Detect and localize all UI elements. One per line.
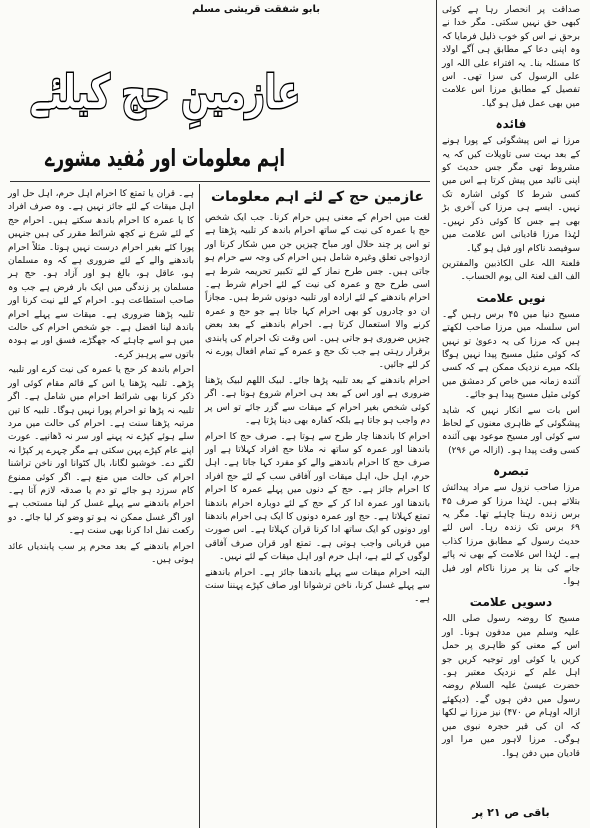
left-paragraph: احرام باندھ کر حج یا عمرہ کی نیت کرے اور تلبیہ پڑھے۔ تلبیہ پڑھنا یا اس کے قائم مقام کوئی اور ذکر کرنا بھی شرائط احرام میں شامل ہے۔ اگر تلبیہ نہ پڑھا تو احرام پورا نہیں ہوگا۔ تلبیہ کا تین مرتبہ پڑھنا سنت ہے۔ احرام کی حالت میں مرد سلے ہوئے کپڑے نہ پہنے اور سر نہ ڈھانپے۔ عورت اپنے عام کپڑے پہن سکتی ہے مگر چہرے پر کپڑا نہ لگنے دے۔ خوشبو لگانا، بال کٹوانا اور ناخن تراشنا احرام کی حالت میں منع ہے۔ اگر کوئی ممنوع کام سرزد ہو جائے تو دم یا صدقہ لازم آتا ہے۔ احرام باندھنے سے پہلے غسل کر لینا مستحب ہے اور اگر غسل ممکن نہ ہو تو وضو کر لیا جائے۔ دو رکعت نفل ادا کرنا بھی سنت ہے۔	[8, 365, 194, 537]
column-divider	[436, 0, 437, 828]
section-heading: فائدہ	[495, 117, 527, 132]
right-paragraph: فلعنۃ اللہ علی الکاذبین والمفترین الف الف لعنۃ الی یوم الحساب۔	[442, 258, 580, 283]
center-paragraph: احرام باندھنے کے بعد تلبیہ پڑھا جائے۔ لبیک اللھم لبیک پڑھنا ضروری ہے اور اس کے بعد ہی احرام شروع ہوتا ہے۔ اگر کوئی شخص بغیر احرام کے میقات سے گزر جائے تو اس پر دم واجب ہو جاتا ہے بلکہ کفارہ بھی دینا پڑتا ہے۔	[205, 375, 430, 427]
right-paragraph: مرزا صاحب نزول سے مراد پیدائش بتلاتے ہیں۔ لہٰذا مرزا کو صرف ۴۵ برس زندہ رہنا چاہئے تھا۔ مگر یہ ۶۹ برس تک زندہ رہا۔ اس لئے حدیث رسول کے مطابق مرزا کذاب ہے۔ لہٰذا اس علامت کے بھی نہ پائے جانے کی بنا پر مرزا ناکام اور فیل ہوا۔	[442, 483, 580, 588]
headline-art	[10, 56, 403, 122]
right-paragraph: مسیح کا روضہ رسول صلی اللہ علیہ وسلم میں مدفون ہونا۔ اور اس کے معنی کو ظاہری پر حمل کریں یا کوئی اور توجیہ کریں جو اہل علم کے نزدیک معتبر ہو۔ حضرت عیسیٰ علیہ السلام روضہ رسول میں دفن ہوں گے۔ (دیکھئے ازالہ اوہام ص ۴۷۰) نیز مرزا نے لکھا کہ ان کی قبر حجرہ نبوی میں ہوگی۔ مرزا لاہور میں مرا اور قادیان میں دفن ہوا۔	[442, 614, 581, 759]
left-paragraph: احرام باندھنے کے بعد محرم پر سب پابندیاں عائد ہوتی ہیں۔	[8, 541, 194, 565]
right-column	[442, 4, 580, 804]
subheadline-art	[10, 140, 320, 174]
right-paragraph: صداقت پر انحصار رہا ہے کوئی کبھی حق نہیں سکتی۔ مگر خدا نے برحق نے اس کو خوب ذلیل فرمایا کہ وہ اپنی دعا کے مطابق ہی آگے اولاد کا مسئلہ بنا۔ یہ افتراء علی اللہ اور علی الرسول کی سزا تھی۔ اس تفصیل کے مطابق مرزا اس علامت میں بھی عمل فیل ہو گیا۔	[442, 5, 580, 109]
section-heading: دسویں علامت	[469, 595, 553, 610]
section-heading: نویں علامت	[476, 290, 546, 305]
headline	[10, 56, 403, 122]
right-paragraph: اس بات سے انکار نہیں کہ شاید پیشگوئی کے ظاہری معنوں کے لحاظ سے کوئی اور مسیح موعود بھی آئندہ کسی وقت پیدا ہو۔ (ازالہ ص ۲۹۶)	[442, 405, 580, 456]
section-heading: تبصرہ	[493, 464, 529, 479]
right-paragraph: مرزا نے اس پیشگوئی کے پورا ہونے کے بعد بہت سی تاویلات کیں کہ یہ مشروط تھی مگر جس حدیث کو اپنی تائید میں پیش کرتا ہے اس میں کسی شرط کا کوئی اشارہ تک نہیں۔ ایسے ہی مرزا کی آخری بڑ بھی ہے جس کا کوئی ذکر نہیں۔ لہٰذا مرزا قادیانی اس علامت میں سوفیصد ناکام اور فیل ہو گیا۔	[442, 136, 580, 254]
left-paragraph: ہے۔ قران یا تمتع کا احرام اہل حرم، اہل حل اور اہل میقات کے لئے جائز نہیں ہے۔ وہ صرف افراد کا یا عمرہ کا احرام باندھ سکتے ہیں۔ احرام حج کے لئے شرع نے کچھ شرائط مقرر کی ہیں جنہیں پورا کئے بغیر احرام درست نہیں ہوتا۔ مثلاً احرام باندھنے والے کے لئے ضروری ہے کہ وہ مسلمان ہو، عاقل ہو، بالغ ہو اور آزاد ہو۔ حج ہر مسلمان پر زندگی میں ایک بار فرض ہے جب وہ صاحب استطاعت ہو۔ احرام کے لئے نیت کرنا اور تلبیہ پڑھنا ضروری ہے۔ میقات سے پہلے احرام باندھ لینا افضل ہے۔ جو شخص احرام کی حالت میں ہو اسے چاہئے کہ جھگڑے، فسق اور بے ہودہ باتوں سے پرہیز کرے۔	[8, 189, 194, 360]
right-paragraph: مسیح دنیا میں ۴۵ برس رہیں گے۔ اس سلسلہ میں مرزا صاحب لکھتے ہیں کہ مرزا کی یہ دعویٰ تو نہیں کہ کوئی مثیل مسیح پیدا نہیں ہوگا بلکہ میرے نزدیک ممکن ہے کہ کسی آئندہ زمانہ میں خاص کر دمشق میں کوئی مثیل مسیح پیدا ہو جائے۔	[442, 309, 580, 401]
left-column	[8, 188, 194, 824]
subheadline	[10, 140, 320, 174]
headline-text: عازمینِ حج کیلئے	[30, 65, 403, 119]
article-title: عازمین حج کے لئے اہم معلومات	[211, 189, 424, 205]
center-paragraph: احرام کا باندھنا چار طرح سے ہوتا ہے۔ صرف حج کا احرام باندھنا اور عمرہ کو ساتھ نہ ملانا حج افراد کہلاتا ہے اور صرف حج کا احرام باندھنے والے کو مفرد کہا جاتا ہے۔ اہل حرم، اہل حل، اہل میقات اور آفاقی سب کے لئے حج افراد کا احرام جائز ہے۔ حج کے دنوں میں پہلے عمرہ کا احرام باندھنا اور عمرہ ادا کر کے حج کے لئے دوبارہ احرام باندھنا تمتع کہلاتا ہے۔ حج اور عمرہ دونوں کا ایک ہی احرام باندھنا اور دونوں کو ایک ساتھ ادا کرنا قران کہلاتا ہے۔ اس صورت میں قربانی واجب ہوتی ہے۔ تمتع اور قران صرف آفاقی لوگوں کے لئے ہے، اہل حرم اور اہل میقات کے لئے نہیں۔	[205, 431, 430, 563]
byline: بابو شفقت قریشی مسلم	[192, 4, 320, 15]
headline-divider	[10, 181, 430, 182]
column-divider	[199, 184, 200, 828]
subheadline-text: اہم معلومات اور مُفید مشورے	[44, 144, 285, 172]
center-paragraph: البتہ احرام میقات سے پہلے باندھنا جائز ہے۔ احرام باندھنے سے پہلے غسل کرنا، ناخن ترشوانا اور صاف کپڑے پہننا سنت ہے۔	[205, 567, 430, 605]
center-column	[205, 212, 430, 824]
continued-on-page-note: باقی ص ۲۱ پر	[472, 806, 550, 819]
center-paragraph: لغت میں احرام کے معنی ہیں حرام کرنا۔ جب ایک شخص حج یا عمرہ کی نیت کے ساتھ احرام باندھ کر تلبیہ پڑھتا ہے تو اس پر چند حلال اور مباح چیزیں جن میں شکار کرنا اور ازدواجی تعلق وغیرہ شامل ہیں احرام کی وجہ سے حرام ہو جاتی ہیں۔ جس طرح نماز کے لئے تکبیر تحریمہ شرط ہے اسی طرح حج و عمرہ کی نیت کے لئے احرام شرط ہے۔ احرام باندھنے کے لئے ارادہ اور تلبیہ دونوں شرط ہیں۔ مجازاً ان دو چادروں کو بھی احرام کہا جاتا ہے جو حج و عمرہ کرنے والا استعمال کرتا ہے۔ احرام باندھنے کے بعد بعض چیزیں ضروری ہو جاتی ہیں۔ اس وقت تک احرام کی پابندی برقرار رہتی ہے جب تک حج و عمرہ کے تمام افعال پورے نہ کر لئے جائیں۔	[205, 213, 430, 371]
